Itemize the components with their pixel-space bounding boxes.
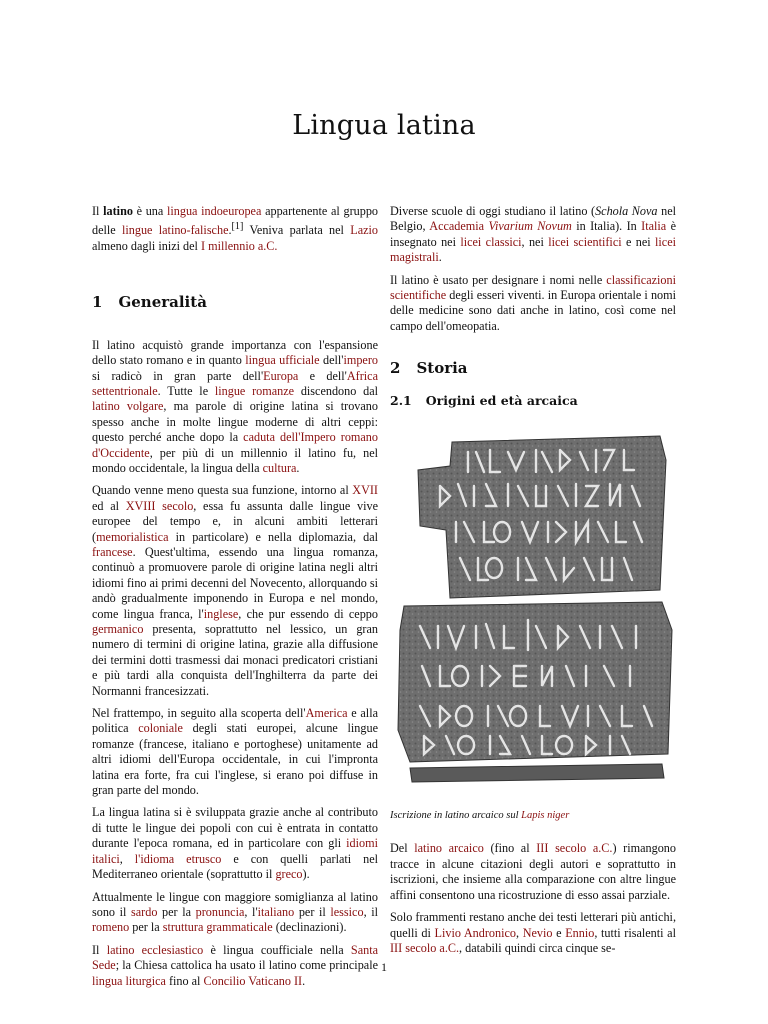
text: . bbox=[296, 460, 300, 475]
text: Il bbox=[92, 942, 107, 957]
link-concilio-vaticano-ii[interactable]: Concilio Vaticano II bbox=[203, 973, 303, 988]
link-licei-classici[interactable]: licei classici bbox=[460, 234, 522, 249]
link-italia[interactable]: Italia bbox=[641, 219, 667, 234]
text: Quando venne meno questa sua funzione, intorno al bbox=[92, 483, 353, 498]
paragraph bbox=[390, 204, 676, 266]
text: Solo frammenti restano anche dei testi letterari più antichi, quelli di bbox=[390, 910, 676, 940]
text: Il latino è usato per designare i nomi nelle bbox=[390, 272, 607, 287]
intro-paragraph bbox=[92, 204, 378, 254]
paragraph bbox=[390, 910, 676, 956]
article-title: Lingua latina bbox=[292, 110, 476, 141]
section-number: 2 bbox=[390, 359, 401, 378]
text: è una bbox=[132, 204, 167, 218]
text: Il bbox=[92, 204, 104, 218]
link-greco[interactable]: greco bbox=[275, 867, 303, 882]
text: Attualmente le lingue con maggiore somiglianza al latino sono il bbox=[92, 889, 378, 919]
text: Nel frattempo, in seguito alla scoperta dell' bbox=[92, 706, 306, 721]
link-i-millennio[interactable]: I millennio a.C. bbox=[200, 238, 278, 253]
text: dell' bbox=[319, 353, 344, 368]
link-germanico[interactable]: germanico bbox=[92, 622, 144, 636]
text: per il bbox=[294, 904, 331, 919]
link-latino-arcaico[interactable]: latino arcaico bbox=[414, 841, 484, 856]
text: . bbox=[228, 223, 232, 238]
text: , nei bbox=[521, 234, 549, 249]
link-idioma-etrusco[interactable]: l'idioma etrusco bbox=[134, 851, 222, 866]
link-lapis-niger[interactable]: Lapis niger bbox=[521, 810, 570, 822]
link-impero[interactable]: impero bbox=[343, 353, 378, 368]
text: (declinazioni). bbox=[272, 920, 347, 935]
link-xvii[interactable]: XVII bbox=[352, 483, 378, 498]
paragraph bbox=[92, 706, 378, 798]
text: . Tutte le bbox=[157, 383, 215, 398]
link-lingua-ufficiale[interactable]: lingua ufficiale bbox=[245, 353, 320, 368]
text: nel Belgio, bbox=[390, 204, 676, 234]
link-africa-settentrionale[interactable]: Africa settentrionale bbox=[92, 368, 378, 398]
text: degli stati europei, alcune lingue romanze (francese, italiano e portoghese) unitamente ad altri idiomi dell'Europa occidentale, in cui l'impronta latina era forte, fra cui l'inglese, si erano poi diffuse in gran parte del mondo. bbox=[92, 721, 378, 798]
text: e nei bbox=[621, 234, 656, 249]
text: per la bbox=[157, 904, 196, 919]
text: ed al bbox=[92, 498, 126, 513]
text: , il bbox=[363, 904, 378, 919]
link-ennio[interactable]: Ennio bbox=[565, 925, 595, 940]
link-lingue-romanze[interactable]: lingue romanze bbox=[214, 383, 295, 398]
link-accademia-vivarium-novum[interactable] bbox=[429, 219, 572, 233]
link-classificazioni-scientifiche[interactable]: classificazioni scientifiche bbox=[390, 272, 676, 303]
figure-caption bbox=[390, 808, 676, 823]
section-title: Generalità bbox=[118, 293, 207, 312]
link-memorialistica[interactable]: memorialistica bbox=[96, 529, 169, 544]
bold-term: latino bbox=[103, 204, 133, 218]
page-number: 1 bbox=[381, 960, 387, 974]
link-inglese[interactable]: inglese bbox=[203, 606, 239, 621]
subsection-heading-origini bbox=[390, 393, 676, 408]
link-cultura[interactable]: cultura bbox=[262, 460, 297, 475]
text: . Quest'ultima, essendo una lingua romanza, continuò a promuovere parole di origine latina negli altri idiomi fino ai primi decenni del Novecento, allorquando si andò gradualmente imponendo in Europa e nel mondo, come lingua franca, l' bbox=[92, 544, 378, 621]
paragraph bbox=[92, 890, 378, 936]
text: appartenente al gruppo delle bbox=[92, 204, 379, 238]
text: , tutti risalenti al bbox=[594, 925, 676, 940]
text: e alla politica bbox=[92, 706, 378, 736]
text: , l' bbox=[244, 904, 258, 919]
text: , bbox=[119, 851, 135, 866]
section-heading-generalita bbox=[92, 295, 378, 310]
lapis-niger-image bbox=[390, 430, 676, 800]
paragraph bbox=[390, 273, 676, 335]
text: ; la Chiesa cattolica ha usato il latino come principale bbox=[115, 958, 378, 973]
link-livio-andronico[interactable]: Livio Andronico bbox=[434, 925, 517, 940]
text: Del bbox=[390, 841, 415, 856]
text: fino al bbox=[165, 973, 204, 988]
text: , che pur essendo di ceppo bbox=[238, 606, 378, 621]
link-europa[interactable]: Europa bbox=[263, 368, 299, 383]
link-lazio[interactable]: Lazio bbox=[350, 223, 378, 238]
reference-1[interactable]: [1] bbox=[231, 221, 244, 233]
text: Iscrizione in latino arcaico sul bbox=[390, 810, 522, 822]
link-iii-secolo-2[interactable]: III secolo a.C. bbox=[390, 940, 460, 955]
text: degli esseri viventi. in Europa orientale i nomi delle medicine sono dati anche in latino, così come nel campo dell'omeopatia. bbox=[390, 288, 676, 333]
link-licei-scientifici[interactable]: licei scientifici bbox=[548, 234, 622, 249]
subsection-number: 2.1 bbox=[390, 392, 412, 408]
text: è insegnato nei bbox=[390, 219, 676, 249]
text: , ma parole di origine latina si trovano spesso anche in molte lingue moderne di altri ceppi: questo perché anche dopo la bbox=[92, 399, 378, 445]
link-lingue-latino-falische[interactable]: lingue latino-falische bbox=[122, 223, 229, 238]
text: Veniva parlata nel bbox=[243, 223, 351, 238]
link-coloniale[interactable]: coloniale bbox=[138, 721, 183, 736]
link-america[interactable]: America bbox=[305, 706, 348, 721]
link-struttura-grammaticale[interactable]: struttura grammaticale bbox=[162, 920, 273, 935]
subsection-title: Origini ed età arcaica bbox=[425, 392, 578, 408]
text: . bbox=[302, 973, 306, 988]
text: La lingua latina si è sviluppata grazie anche al contributo di tutte le lingue dei popoli con cui è entrata in contatto durante l'epoca romana, ed in particolare con gli bbox=[92, 805, 378, 851]
text: in particolare) e nella diplomazia, dal bbox=[168, 529, 378, 544]
text: ). bbox=[302, 867, 310, 882]
link-lingua-liturgica[interactable]: lingua liturgica bbox=[92, 973, 166, 988]
text: per la bbox=[129, 920, 163, 935]
link-romeno[interactable]: romeno bbox=[92, 920, 130, 935]
link-santa-sede[interactable]: Santa Sede bbox=[92, 942, 378, 973]
link-latino-ecclesiastico[interactable]: latino ecclesiastico bbox=[106, 942, 204, 957]
link-pronuncia[interactable]: pronuncia bbox=[195, 904, 245, 919]
link-lessico[interactable]: lessico bbox=[330, 904, 364, 919]
text: , essa fu assunta dalle lingue vive europee del tempo e, in alcuni ambiti letterari ( bbox=[92, 498, 378, 544]
left-column bbox=[92, 204, 378, 996]
section-heading-storia bbox=[390, 361, 676, 376]
text: ) rimangono tracce in alcune citazioni degli autori e soprattutto in iscrizioni, che insieme alla comparazione con altre lingue affini consentono una ricostruzione di esso assai parziale. bbox=[390, 841, 676, 902]
text: in Italia). In bbox=[571, 219, 642, 234]
link-caduta-impero[interactable]: caduta dell'Impero romano d'Occidente bbox=[92, 430, 378, 460]
section-title: Storia bbox=[416, 359, 468, 378]
paragraph bbox=[92, 805, 378, 882]
right-column bbox=[390, 204, 676, 963]
link-sardo[interactable]: sardo bbox=[131, 904, 158, 919]
link-idiomi-italici[interactable]: idiomi italici bbox=[92, 836, 378, 866]
text: . bbox=[438, 250, 442, 265]
link-lingua-indoeuropea[interactable]: lingua indoeuropea bbox=[167, 204, 262, 218]
text: almeno dagli inizi del bbox=[92, 238, 201, 253]
link-francese[interactable]: francese bbox=[92, 544, 133, 559]
link-iii-secolo[interactable]: III secolo a.C. bbox=[536, 841, 613, 856]
text: , databili quindi circa cinque se- bbox=[459, 940, 616, 955]
text: , per più di un millennio il latino fu, nel mondo occidentale, la lingua della bbox=[92, 445, 378, 475]
text: Diverse scuole di oggi studiano il latino ( bbox=[390, 204, 596, 218]
link-nevio[interactable]: Nevio bbox=[522, 925, 553, 940]
link-licei-magistrali[interactable]: licei magistrali bbox=[390, 234, 676, 265]
link-xviii-secolo[interactable]: XVIII secolo bbox=[125, 498, 194, 513]
text: (fino al bbox=[483, 841, 537, 856]
section-number: 1 bbox=[92, 293, 103, 312]
paragraph bbox=[92, 338, 378, 477]
text: è lingua coufficiale nella bbox=[203, 942, 351, 957]
text: si radicò in gran parte dell' bbox=[92, 368, 264, 383]
text: e dell' bbox=[298, 368, 347, 383]
text: , bbox=[516, 925, 523, 940]
link-part: Accademia bbox=[429, 219, 489, 234]
paragraph bbox=[390, 841, 676, 903]
link-latino-volgare[interactable]: latino volgare bbox=[92, 399, 164, 414]
italic-term: Schola Nova bbox=[595, 204, 658, 218]
link-italiano[interactable]: italiano bbox=[257, 904, 295, 919]
text: e con quelli parlati nel Mediterraneo orientale (soprattutto il bbox=[92, 851, 379, 882]
lapis-niger-figure bbox=[390, 430, 676, 823]
paragraph bbox=[92, 483, 378, 699]
link-part-italic: Vivarium Novum bbox=[488, 219, 572, 234]
text: e bbox=[552, 925, 566, 940]
text: presenta, soprattutto nel lessico, un gran numero di termini di origine latina, grazie alla diffusione dei termini dotti trasmessi dai monaci predicatori cristiani e più tardi alla conquista dell'Inghilterra da parte dei Normanni francesizzati. bbox=[92, 622, 378, 698]
text: Il latino acquistò grande importanza con l'espansione dello stato romano e in quanto bbox=[92, 337, 378, 368]
text: discendono dal bbox=[294, 383, 378, 398]
